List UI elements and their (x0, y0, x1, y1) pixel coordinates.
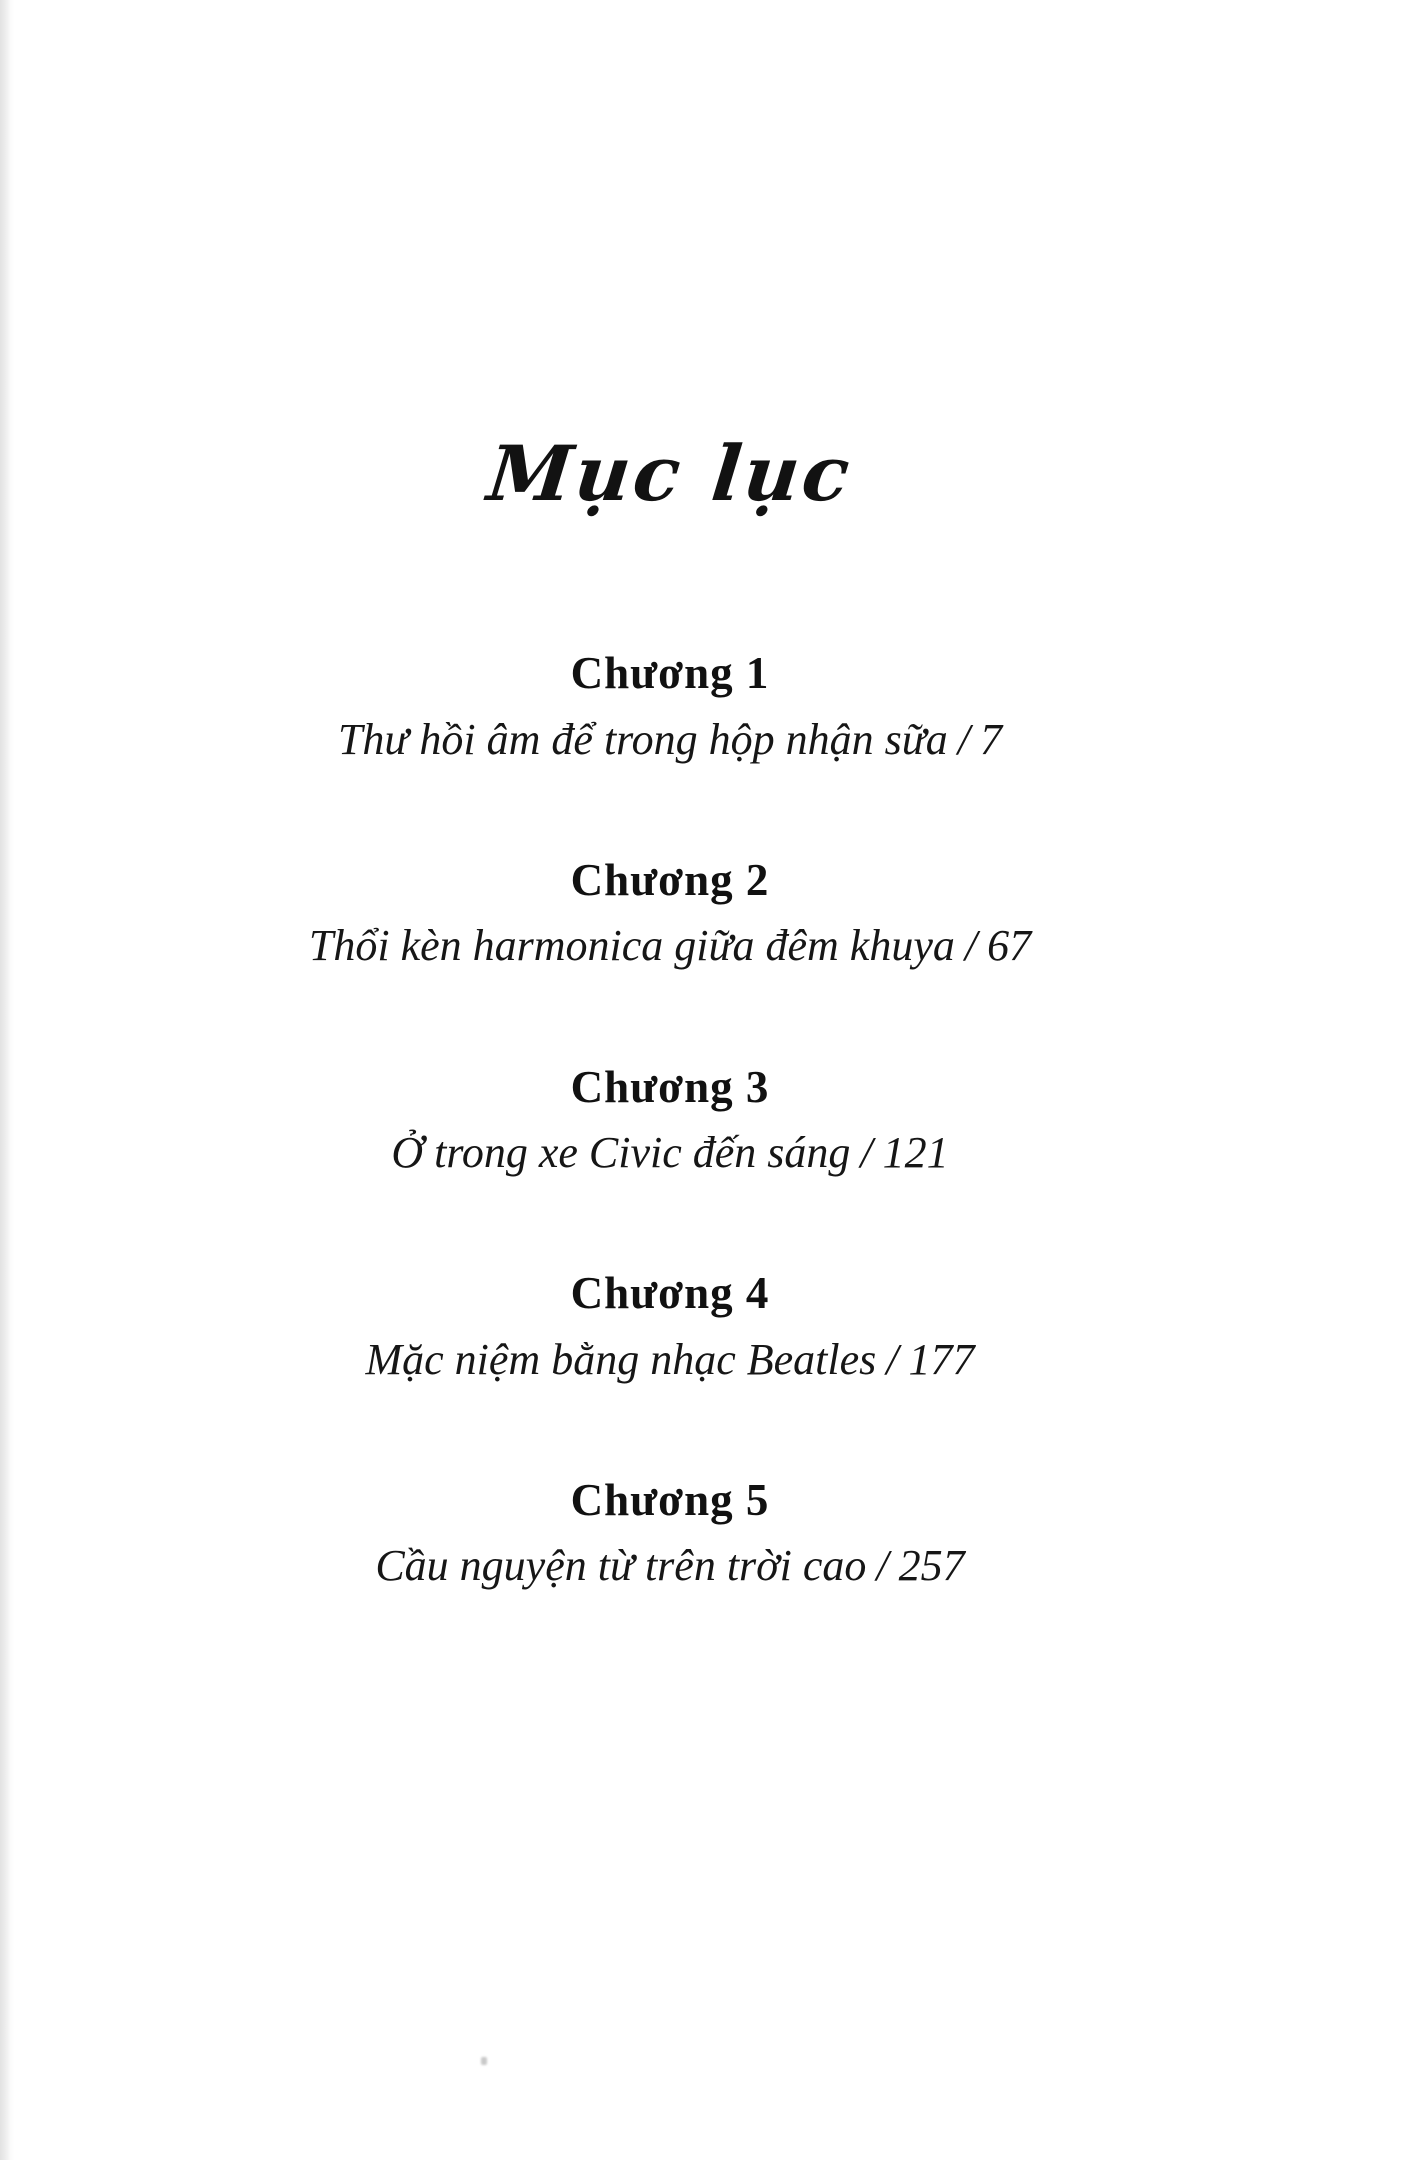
chapter-title-line (0, 917, 1340, 974)
chapter-label: Chương 5 (570, 1474, 770, 1525)
toc-entry-chapter-4 (0, 1269, 1340, 1388)
page-number: 7 (980, 714, 1003, 764)
chapter-title-line (0, 1331, 1340, 1388)
page-number: 257 (898, 1541, 965, 1591)
chapter-title: Thổi kèn harmonica giữa đêm khuya (308, 921, 955, 971)
chapter-label: Chương 2 (570, 854, 770, 905)
toc-entry-chapter-3 (0, 1063, 1340, 1182)
separator: / (876, 1541, 889, 1591)
chapter-label: Chương 1 (570, 648, 770, 699)
toc-entry-chapter-2 (0, 856, 1340, 975)
separator: / (957, 714, 971, 764)
chapter-title-line (0, 1537, 1340, 1594)
chapter-title: Mặc niệm bằng nhạc Beatles (365, 1334, 877, 1384)
chapter-title: Thư hồi âm để trong hộp nhận sữa (337, 714, 948, 764)
page-number: 67 (987, 921, 1032, 971)
separator: / (886, 1334, 899, 1384)
chapter-title: Ở trong xe Civic đến sáng (391, 1128, 851, 1178)
chapter-title-line (0, 711, 1340, 768)
chapter-label: Chương 4 (570, 1268, 770, 1319)
page-number: 177 (908, 1334, 975, 1384)
separator: / (964, 921, 978, 971)
page-title: Mục lục (483, 429, 857, 518)
scan-artifact-dot (481, 2057, 487, 2065)
page-number: 121 (882, 1128, 949, 1178)
toc-entry-chapter-5 (0, 1476, 1340, 1595)
chapter-title: Cầu nguyện từ trên trời cao (375, 1541, 867, 1591)
toc-entry-chapter-1 (0, 649, 1340, 768)
separator: / (860, 1128, 873, 1178)
chapter-label: Chương 3 (570, 1061, 770, 1112)
chapter-title-line (0, 1124, 1340, 1181)
